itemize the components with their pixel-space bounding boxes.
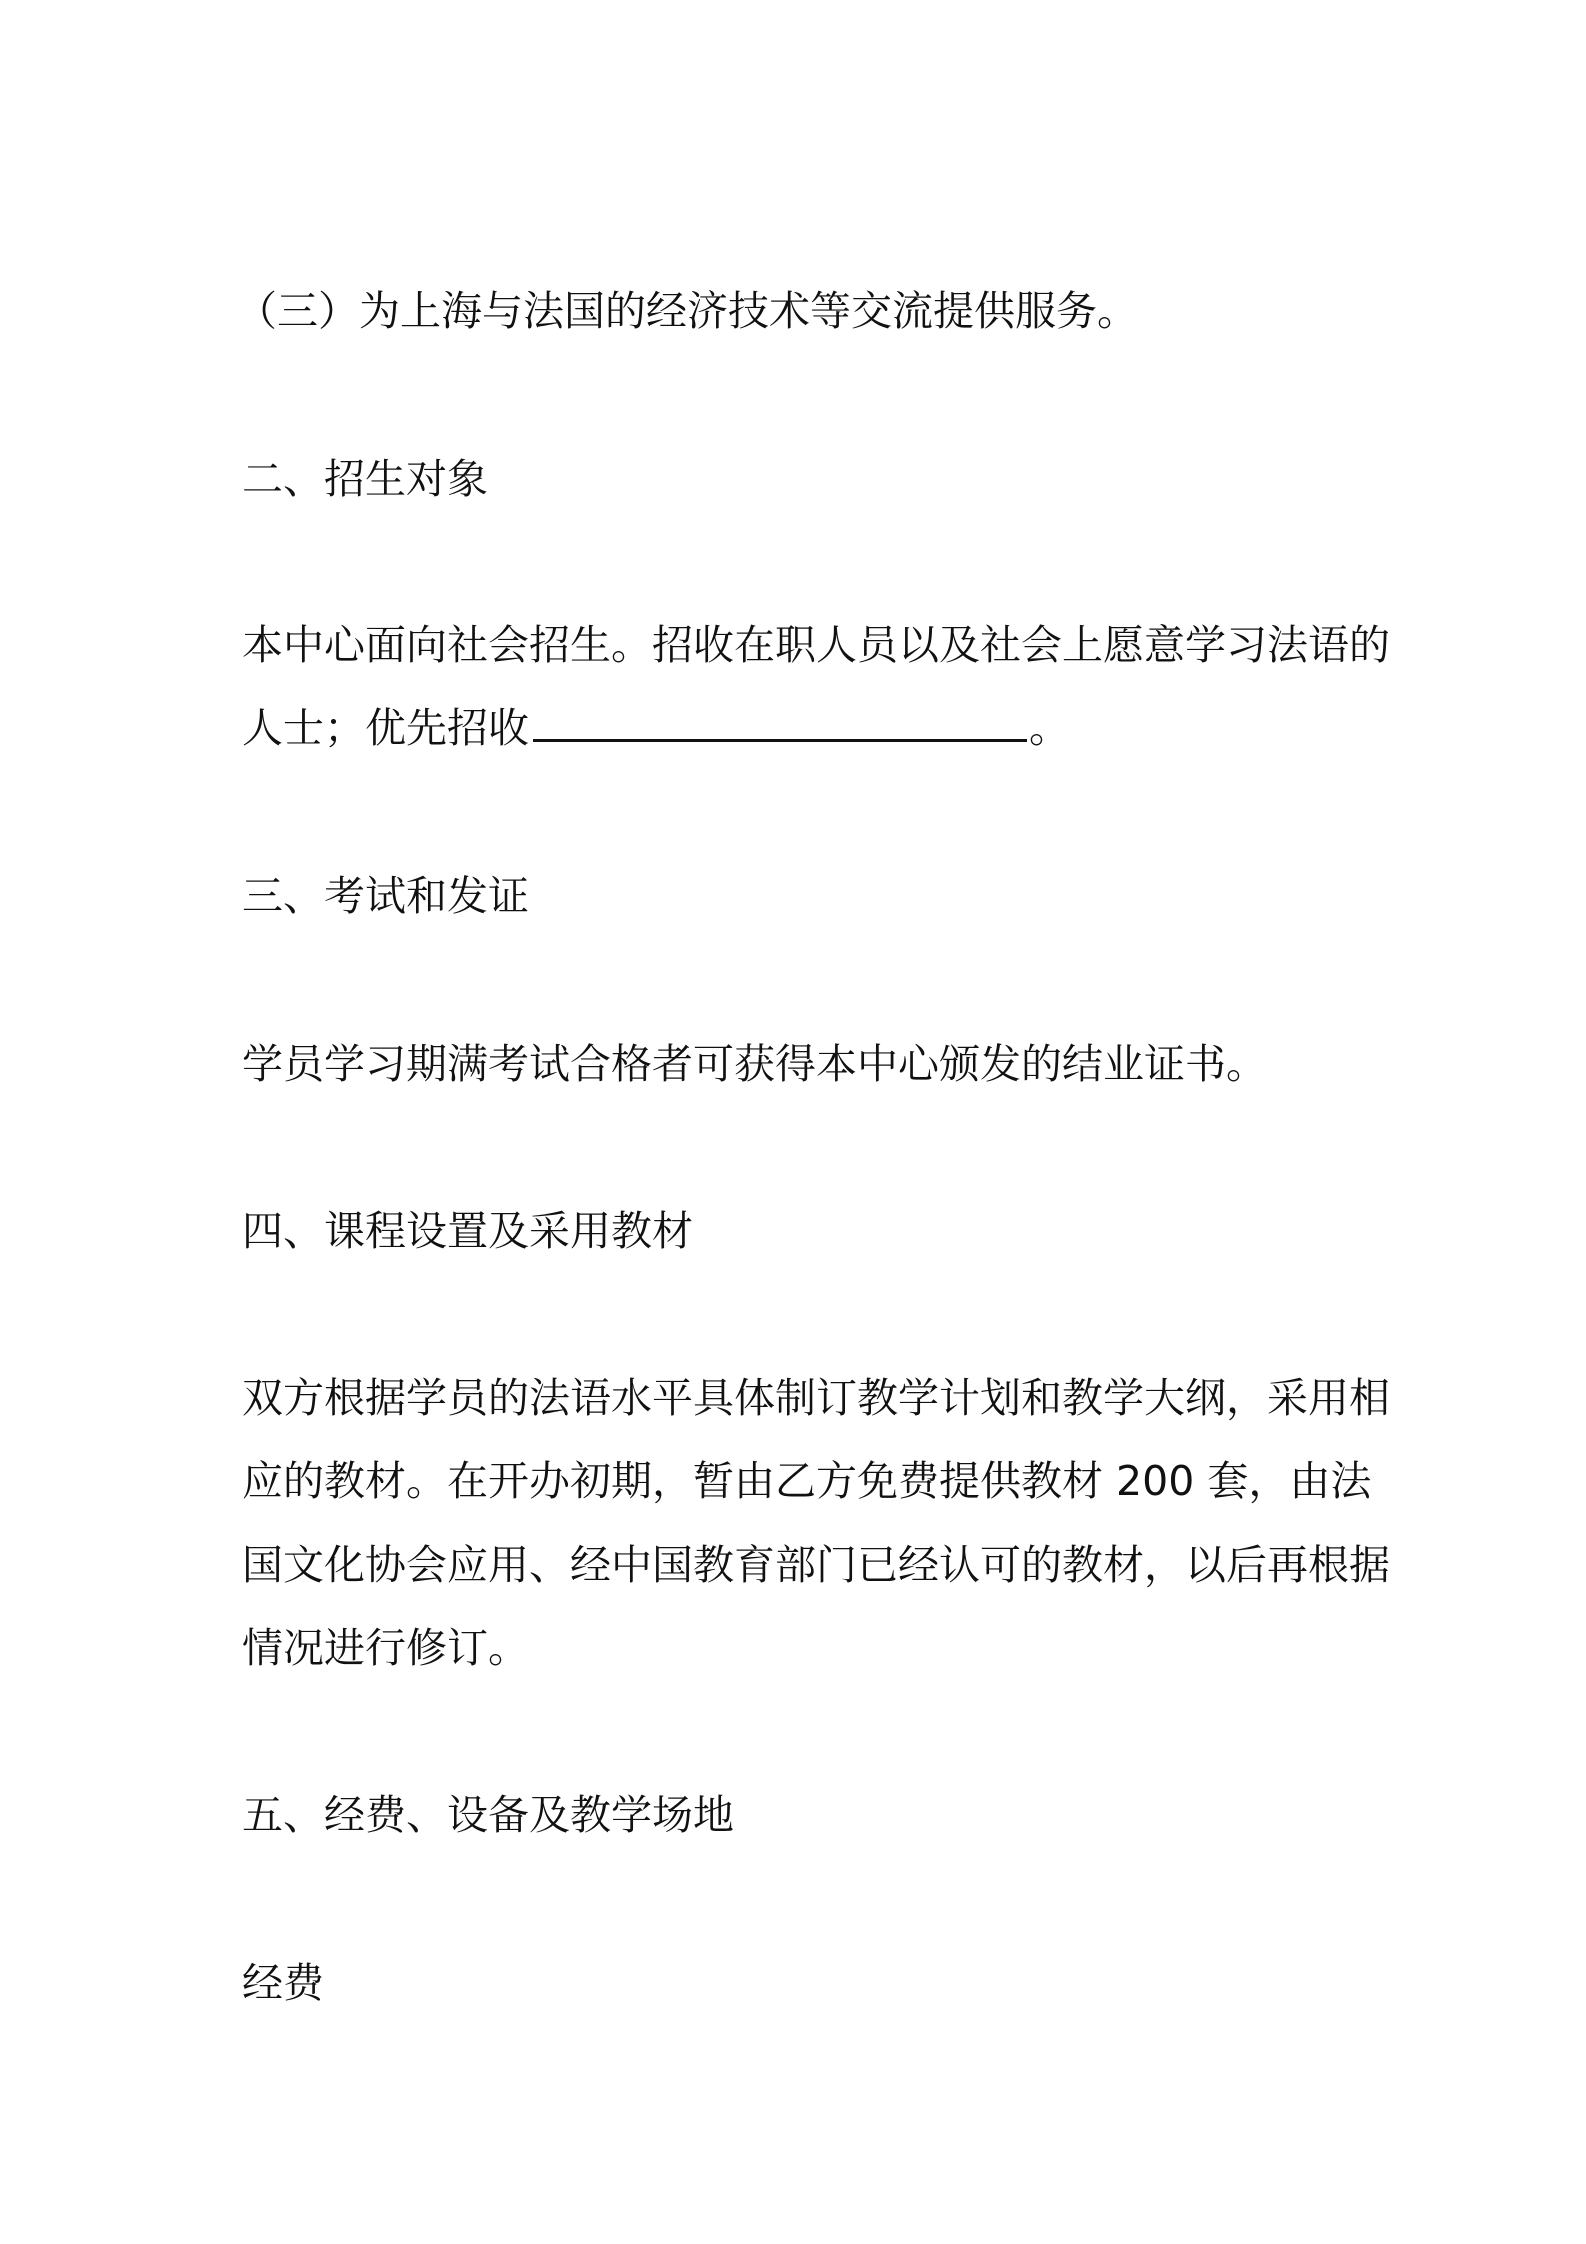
section-4-paragraph-line-4: 情况进行修订。 bbox=[242, 1624, 529, 1672]
line-2-prefix: 人士；优先招收 bbox=[242, 704, 529, 752]
section-3-body: 学员学习期满考试合格者可获得本中心颁发的结业证书。 bbox=[242, 1040, 1267, 1088]
section-5-heading: 五、经费、设备及教学场地 bbox=[242, 1791, 734, 1839]
section-5-sub-heading: 经费 bbox=[242, 1959, 324, 2007]
section-2-heading: 二、招生对象 bbox=[242, 455, 488, 503]
section-4-paragraph-line-3: 国文化协会应用、经中国教育部门已经认可的教材，以后再根据 bbox=[242, 1541, 1390, 1589]
section-4-paragraph-line-2: 应的教材。在开办初期，暂由乙方免费提供教材 200 套，由法 bbox=[242, 1457, 1372, 1505]
item-3-text: （三）为上海与法国的经济技术等交流提供服务。 bbox=[236, 287, 1138, 335]
section-2-paragraph-line-2 bbox=[242, 698, 1362, 758]
fill-in-blank[interactable] bbox=[533, 705, 1027, 742]
section-3-heading: 三、考试和发证 bbox=[242, 872, 529, 920]
section-2-paragraph-line-1: 本中心面向社会招生。招收在职人员以及社会上愿意学习法语的 bbox=[242, 621, 1390, 669]
section-4-heading: 四、课程设置及采用教材 bbox=[242, 1207, 693, 1255]
line-2-suffix: 。 bbox=[1029, 704, 1070, 752]
section-4-paragraph-line-1: 双方根据学员的法语水平具体制订教学计划和教学大纲，采用相 bbox=[242, 1374, 1390, 1422]
